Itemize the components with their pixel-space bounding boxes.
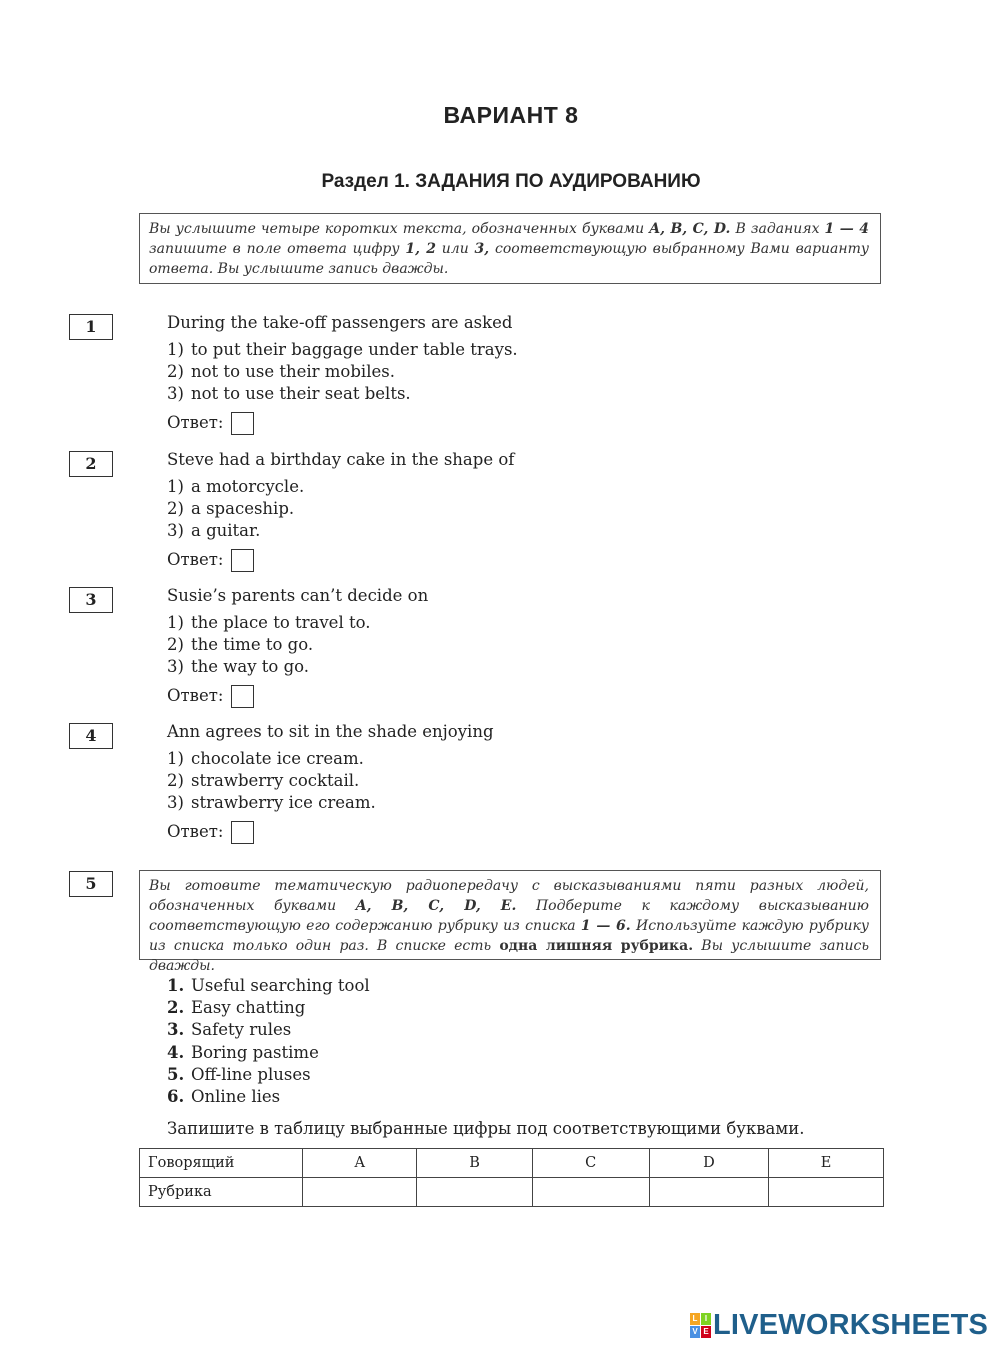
section-title: Раздел 1. ЗАДАНИЯ ПО АУДИРОВАНИЮ <box>321 171 701 192</box>
option-text: to put their baggage under table trays. <box>191 340 518 359</box>
table-row <box>140 1178 884 1207</box>
option-text: not to use their seat belts. <box>191 384 411 403</box>
question-stem: During the take-off passengers are asked <box>167 313 513 332</box>
answer-box-4[interactable] <box>231 821 254 844</box>
option-text: the time to go. <box>191 635 314 654</box>
instr-text: Подберите к каждому высказыванию соответствующую его содержанию рубрику из списка <box>149 898 869 934</box>
option-item <box>167 498 514 520</box>
option-number: 1) <box>167 749 184 768</box>
column-letter-c: C <box>532 1149 649 1178</box>
instr-text: запишите в поле ответа цифру <box>149 241 406 257</box>
instr-letters: A, B, C, D, E. <box>355 898 517 914</box>
option-item <box>167 656 428 678</box>
page-title: ВАРИАНТ 8 <box>443 102 579 128</box>
task-number-2: 2 <box>69 451 113 477</box>
option-number: 2) <box>167 499 184 518</box>
rubric-item <box>167 975 370 997</box>
column-letter-b: B <box>417 1149 532 1178</box>
answer-cell-d[interactable] <box>649 1178 768 1207</box>
instr-text: соответствующую выбранному Вами варианту ответа. Вы услышите запись дважды. <box>149 241 870 277</box>
rubric-text: Safety rules <box>191 1020 292 1040</box>
answer-label: Ответ: <box>167 822 224 841</box>
answer-cell-c[interactable] <box>532 1178 649 1207</box>
task-number-3: 3 <box>69 587 113 613</box>
instr-letters: A, B, C, D. <box>649 221 731 237</box>
rubric-list <box>167 975 370 1108</box>
question-4 <box>167 721 494 844</box>
instructions-box <box>139 213 881 284</box>
instr-digits: 1, 2 <box>405 241 436 257</box>
liveworksheets-logo <box>690 1310 988 1340</box>
option-text: a motorcycle. <box>191 477 305 496</box>
option-number: 3) <box>167 384 184 403</box>
question-stem: Susie’s parents can’t decide on <box>167 586 429 605</box>
question-1 <box>167 312 518 435</box>
question-3 <box>167 585 428 708</box>
rubric-text: Online lies <box>191 1086 281 1106</box>
logo-mark-icon <box>690 1313 711 1338</box>
table-instruction: Запишите в таблицу выбранные цифры под соответствующими буквами. <box>167 1119 805 1138</box>
task-number-4: 4 <box>69 723 113 749</box>
logo-mark-letter: V <box>690 1326 700 1338</box>
instr-range: 1 — 4 <box>824 221 869 237</box>
option-number: 2) <box>167 362 184 381</box>
option-text: a spaceship. <box>191 499 295 518</box>
task-number-5: 5 <box>69 871 113 897</box>
option-item <box>167 770 494 792</box>
option-number: 3) <box>167 521 184 540</box>
answer-box-2[interactable] <box>231 549 254 572</box>
instr-digit3: 3, <box>474 241 490 257</box>
rubric-text: Boring pastime <box>191 1042 319 1062</box>
instr-text: Вы услышите запись дважды. <box>149 938 869 974</box>
rubric-number: 6. <box>167 1086 185 1106</box>
option-item <box>167 383 518 405</box>
instr-extra: одна лишняя рубрика. <box>499 938 694 954</box>
rubric-item <box>167 1064 370 1086</box>
option-number: 2) <box>167 635 184 654</box>
logo-mark-letter: L <box>690 1313 700 1325</box>
rubric-item <box>167 1086 370 1108</box>
logo-text: LIVEWORKSHEETS <box>713 1308 989 1341</box>
option-text: chocolate ice cream. <box>191 749 364 768</box>
answer-label: Ответ: <box>167 413 224 432</box>
question-stem: Steve had a birthday cake in the shape of <box>167 450 515 469</box>
option-number: 1) <box>167 340 184 359</box>
option-number: 1) <box>167 613 184 632</box>
option-item <box>167 520 514 542</box>
option-item <box>167 476 514 498</box>
question-stem: Ann agrees to sit in the shade enjoying <box>167 722 494 741</box>
column-letter-e: E <box>769 1149 884 1178</box>
table-row <box>140 1149 884 1178</box>
answer-cell-e[interactable] <box>769 1178 884 1207</box>
option-text: the place to travel to. <box>191 613 371 632</box>
instr-text: или <box>435 241 475 257</box>
rubric-text: Useful searching tool <box>191 976 370 995</box>
answer-cell-b[interactable] <box>417 1178 532 1207</box>
instr-text: Вы услышите четыре коротких текста, обозначенных буквами <box>149 221 650 237</box>
option-number: 2) <box>167 771 184 790</box>
option-text: not to use their mobiles. <box>191 362 395 381</box>
column-letter-a: A <box>303 1149 417 1178</box>
column-letter-d: D <box>649 1149 768 1178</box>
row-header-rubric: Рубрика <box>140 1178 303 1207</box>
option-text: strawberry cocktail. <box>191 771 360 790</box>
option-text: strawberry ice cream. <box>191 793 376 812</box>
answer-label: Ответ: <box>167 686 224 705</box>
option-item <box>167 612 428 634</box>
rubric-number: 4. <box>167 1042 185 1062</box>
answer-box-3[interactable] <box>231 685 254 708</box>
answer-box-1[interactable] <box>231 412 254 435</box>
option-item <box>167 339 518 361</box>
option-item <box>167 634 428 656</box>
instr-text: Используйте каждую рубрику из списка только один раз. В списке есть <box>149 918 869 954</box>
option-number: 3) <box>167 793 184 812</box>
task5-instructions-box <box>139 870 881 974</box>
rubric-number: 3. <box>167 1020 185 1040</box>
option-item <box>167 361 518 383</box>
option-item <box>167 748 494 770</box>
instr-text: Вы готовите тематическую радиопередачу с высказываниями пяти разных людей, обозначенных буквами <box>149 878 869 914</box>
answer-table <box>139 1148 884 1207</box>
logo-mark-letter: E <box>701 1326 711 1338</box>
row-header-speaker: Говорящий <box>140 1149 303 1178</box>
task-number-1: 1 <box>69 314 113 340</box>
rubric-item <box>167 997 370 1019</box>
rubric-item <box>167 1042 370 1064</box>
rubric-text: Off-line pluses <box>191 1064 311 1084</box>
option-number: 3) <box>167 657 184 676</box>
option-text: the way to go. <box>191 657 310 676</box>
instr-range: 1 — 6. <box>580 918 631 934</box>
option-number: 1) <box>167 477 184 496</box>
rubric-number: 2. <box>167 998 185 1018</box>
question-2 <box>167 449 514 572</box>
rubric-number: 5. <box>167 1064 185 1084</box>
rubric-text: Easy chatting <box>191 998 306 1018</box>
option-text: a guitar. <box>191 521 261 540</box>
answer-cell-a[interactable] <box>303 1178 417 1207</box>
answer-label: Ответ: <box>167 550 224 569</box>
option-item <box>167 792 494 814</box>
rubric-number: 1. <box>167 976 185 995</box>
rubric-item <box>167 1019 370 1041</box>
logo-mark-letter: I <box>701 1313 711 1325</box>
instr-text: В заданиях <box>730 221 825 237</box>
